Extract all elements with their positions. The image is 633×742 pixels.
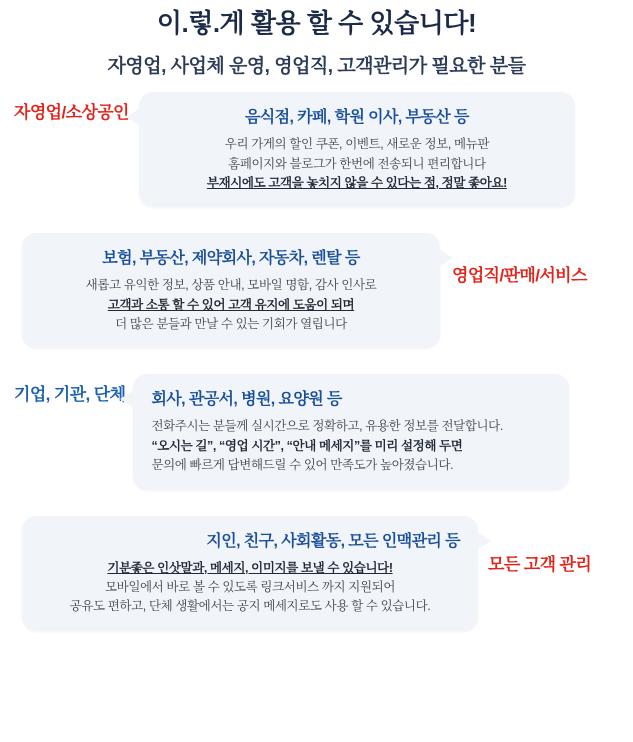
section-label-sales: 영업직/판매/서비스 <box>452 266 587 286</box>
bubble-line: 공유도 편하고, 단체 생활에서는 공지 메세지로도 사용 할 수 있습니다. <box>69 599 431 614</box>
page-title: 이.렇.게 활용 할 수 있습니다! <box>156 8 477 38</box>
bubble-line: 모바일에서 바로 볼 수 있도록 링크서비스 까지 지원되어 <box>104 579 396 594</box>
bubble-line-highlight: 기분좋은 인삿말과, 메세지, 이미지를 보낼 수 있습니다! <box>107 560 393 575</box>
bubble-heading: 회사, 관공서, 병원, 요양원 등 <box>151 391 342 409</box>
section-bubble-corporate <box>133 374 569 489</box>
section-bubble-self-employed <box>139 92 575 207</box>
bubble-line: 문의에 빠르게 답변해드릴 수 있어 만족도가 높아졌습니다. <box>151 458 454 473</box>
bubble-line: 우리 가게의 할인 쿠폰, 이벤트, 새로운 정보, 메뉴판 <box>224 137 489 152</box>
section-label-customer-management: 모든 고객 관리 <box>488 554 592 574</box>
section-corporate <box>0 374 633 489</box>
section-sales <box>0 233 633 348</box>
bubble-line: 새롭고 유익한 정보, 상품 안내, 모바일 명함, 감사 인사로 <box>85 278 377 293</box>
section-bubble-customer-management <box>22 516 478 631</box>
section-self-employed <box>0 92 633 207</box>
page-subtitle: 자영업, 사업체 운영, 영업직, 고객관리가 필요한 분들 <box>107 56 526 78</box>
bubble-heading: 음식점, 카페, 학원 이사, 부동산 등 <box>244 109 469 127</box>
bubble-line: 더 많은 분들과 만날 수 있는 기회가 열립니다 <box>115 317 347 332</box>
section-label-corporate: 기업, 기관, 단체 <box>14 385 126 405</box>
bubble-line-highlight: 고객과 소통 할 수 있어 고객 유지에 도움이 되며 <box>107 297 355 312</box>
bubble-heading: 지인, 친구, 사회활동, 모든 인맥관리 등 <box>206 532 460 550</box>
section-label-self-employed: 자영업/소상공인 <box>14 103 129 123</box>
bubble-line-highlight: 부재시에도 고객을 놓치지 않을 수 있다는 점, 정말 좋아요! <box>206 175 507 190</box>
section-bubble-sales <box>22 233 440 348</box>
bubble-line-highlight: “오시는 길”, “영업 시간”, “안내 메세지”를 미리 설정해 두면 <box>151 438 463 453</box>
bubble-line: 전화주시는 분들께 실시간으로 정확하고, 유용한 정보를 전달합니다. <box>151 419 503 434</box>
bubble-line: 홈페이지와 블로그가 한번에 전송되니 편리합니다 <box>228 156 486 171</box>
section-customer-management <box>0 516 633 631</box>
page-header <box>0 0 633 78</box>
bubble-heading: 보험, 부동산, 제약회사, 자동차, 렌탈 등 <box>102 250 360 268</box>
